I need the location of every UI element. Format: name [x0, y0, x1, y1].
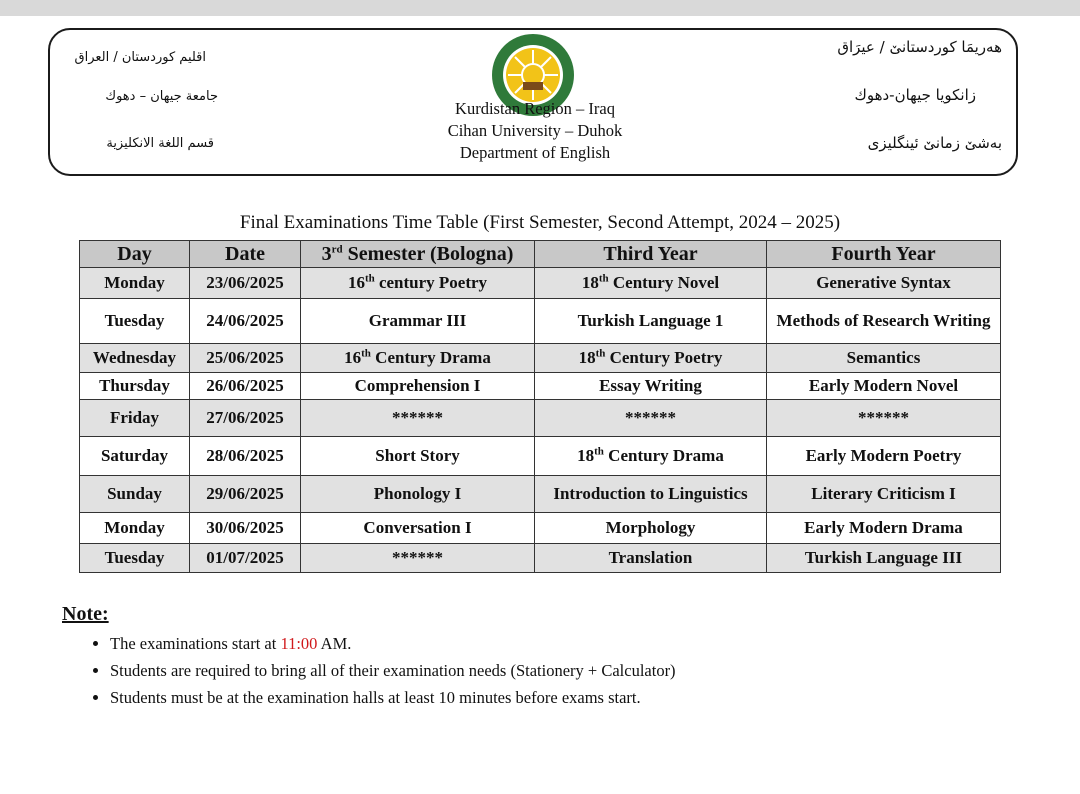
arabic-university-line: جامعة جيهان – دهوك	[105, 89, 218, 104]
timetable-title: Final Examinations Time Table (First Semester, Second Attempt, 2024 – 2025)	[239, 212, 841, 233]
cell-fourth-year: Early Modern Drama	[767, 513, 1001, 544]
kurdish-university-line: زانکویا جیهان-دهوك	[854, 86, 976, 104]
letterhead	[48, 28, 1018, 176]
table-row	[80, 400, 1001, 437]
cell-date: 01/07/2025	[190, 544, 301, 573]
cell-third-year: 18th Century Poetry	[535, 344, 767, 373]
table-row	[80, 299, 1001, 344]
cell-fourth-year: Early Modern Novel	[767, 373, 1001, 400]
english-university-line: Cihan University – Duhok	[447, 121, 623, 140]
cell-day: Saturday	[80, 437, 190, 476]
header-fourth-year: Fourth Year	[767, 241, 1001, 268]
note-title: Note:	[62, 603, 109, 625]
arabic-region-line: اقليم كوردستان / العراق	[74, 50, 206, 65]
cell-fourth-year: Turkish Language III	[767, 544, 1001, 573]
cell-day: Wednesday	[80, 344, 190, 373]
cell-date: 27/06/2025	[190, 400, 301, 437]
kurdish-region-line: هەریمَا کوردستانێ / عیرَاق	[837, 38, 1002, 56]
note-item: • Students are required to bring all of their examination needs (Stationery + Calculator)	[110, 657, 676, 684]
table-row	[80, 373, 1001, 400]
cell-3rd-semester: Conversation I	[301, 513, 535, 544]
note-item: • The examinations start at 11:00 AM.	[110, 630, 676, 657]
table-row	[80, 268, 1001, 299]
exam-start-time: 11:00	[280, 634, 318, 653]
cell-3rd-semester: 16th Century Drama	[301, 344, 535, 373]
cell-third-year: 18th Century Drama	[535, 437, 767, 476]
cell-3rd-semester: 16th century Poetry	[301, 268, 535, 299]
cell-day: Tuesday	[80, 544, 190, 573]
cell-day: Tuesday	[80, 299, 190, 344]
note-list	[88, 630, 676, 711]
note-item: • Students must be at the examination halls at least 10 minutes before exams start.	[110, 684, 676, 711]
cell-fourth-year: Literary Criticism I	[767, 476, 1001, 513]
cell-date: 28/06/2025	[190, 437, 301, 476]
cell-day: Friday	[80, 400, 190, 437]
cell-third-year: Turkish Language 1	[535, 299, 767, 344]
header-day: Day	[80, 241, 190, 268]
cell-day: Sunday	[80, 476, 190, 513]
cell-third-year: ******	[535, 400, 767, 437]
cell-day: Monday	[80, 513, 190, 544]
english-region-line: Kurdistan Region – Iraq	[455, 99, 615, 118]
cell-third-year: Introduction to Linguistics	[535, 476, 767, 513]
cell-fourth-year: Methods of Research Writing	[767, 299, 1001, 344]
cell-fourth-year: Semantics	[767, 344, 1001, 373]
cell-date: 24/06/2025	[190, 299, 301, 344]
exam-timetable	[79, 240, 1001, 573]
cell-date: 26/06/2025	[190, 373, 301, 400]
table-row	[80, 437, 1001, 476]
header-third-year: Third Year	[535, 241, 767, 268]
cell-date: 30/06/2025	[190, 513, 301, 544]
english-department-line: Department of English	[459, 143, 611, 162]
cell-3rd-semester: Grammar III	[301, 299, 535, 344]
cell-third-year: Morphology	[535, 513, 767, 544]
top-strip	[0, 0, 1080, 16]
cell-fourth-year: ******	[767, 400, 1001, 437]
header-date: Date	[190, 241, 301, 268]
table-header-row	[80, 241, 1001, 268]
cell-3rd-semester: ******	[301, 400, 535, 437]
table-row	[80, 344, 1001, 373]
kurdish-department-line: بەشێ زمانێ ئینگلیزی	[867, 134, 1002, 152]
table-row	[80, 544, 1001, 573]
table-row	[80, 476, 1001, 513]
cell-3rd-semester: ******	[301, 544, 535, 573]
cell-third-year: Translation	[535, 544, 767, 573]
table-row	[80, 513, 1001, 544]
cell-3rd-semester: Comprehension I	[301, 373, 535, 400]
cell-fourth-year: Early Modern Poetry	[767, 437, 1001, 476]
cell-date: 23/06/2025	[190, 268, 301, 299]
arabic-department-line: قسم اللغة الانكليزية	[106, 136, 214, 151]
cell-third-year: Essay Writing	[535, 373, 767, 400]
cell-date: 29/06/2025	[190, 476, 301, 513]
cell-third-year: 18th Century Novel	[535, 268, 767, 299]
cell-fourth-year: Generative Syntax	[767, 268, 1001, 299]
cell-day: Thursday	[80, 373, 190, 400]
cell-day: Monday	[80, 268, 190, 299]
cell-date: 25/06/2025	[190, 344, 301, 373]
cell-3rd-semester: Short Story	[301, 437, 535, 476]
cell-3rd-semester: Phonology I	[301, 476, 535, 513]
header-3rd-semester: 3rd Semester (Bologna)	[301, 241, 535, 268]
